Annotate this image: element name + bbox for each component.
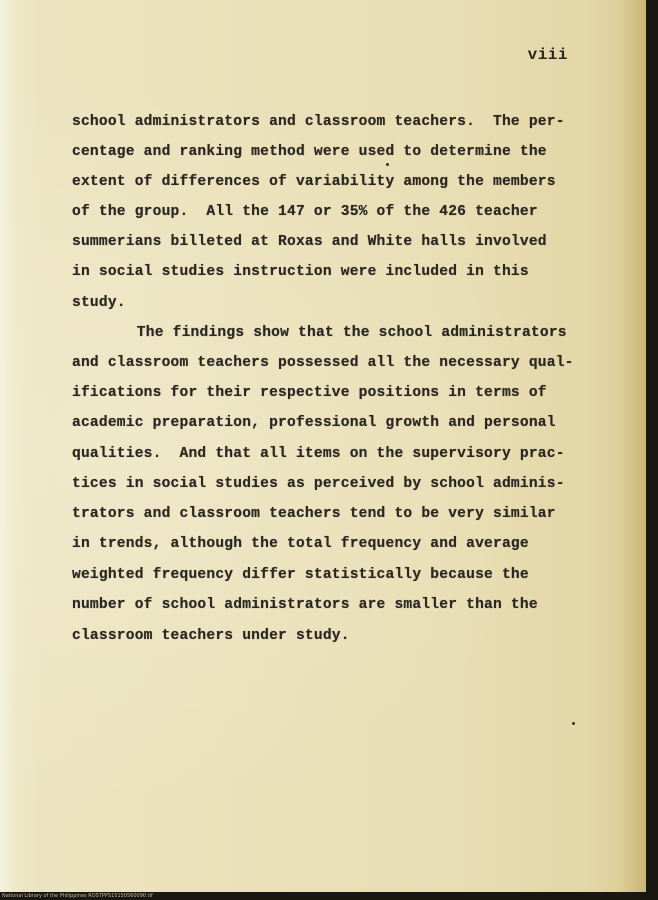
ink-speck: [386, 163, 389, 166]
text-line: academic preparation, professional growth and personal: [72, 415, 556, 431]
text-line: tices in social studies as perceived by school adminis-: [72, 476, 565, 492]
text-line: classroom teachers under study.: [72, 628, 350, 644]
ink-speck: [572, 722, 575, 725]
text-line: weighted frequency differ statistically because the: [72, 567, 529, 583]
text-line: The findings show that the school administrators: [92, 325, 567, 341]
text-line: centage and ranking method were used to determine the: [72, 144, 547, 160]
text-line: extent of differences of variability among the members: [72, 174, 556, 190]
text-line: and classroom teachers possessed all the necessary qual-: [72, 355, 574, 371]
text-line: study.: [72, 295, 126, 311]
text-line: trators and classroom teachers tend to be very similar: [72, 506, 556, 522]
text-line: in trends, although the total frequency and average: [72, 536, 529, 552]
page-left-edge: [0, 0, 16, 892]
text-line: number of school administrators are smaller than the: [72, 597, 538, 613]
text-line: qualities. And that all items on the supervisory prac-: [72, 446, 565, 462]
text-line: ifications for their respective positions in terms of: [72, 385, 547, 401]
scan-footer: National Library of the Philippines ROSTPPS15150560090.tif: [2, 893, 153, 899]
text-line: school administrators and classroom teachers. The per-: [72, 114, 565, 130]
page-number: viii: [527, 46, 568, 64]
text-line: of the group. All the 147 or 35% of the 426 teacher: [72, 204, 538, 220]
page-right-edge: [618, 0, 646, 892]
text-line: summerians billeted at Roxas and White halls involved: [72, 234, 547, 250]
text-line: in social studies instruction were included in this: [72, 264, 529, 280]
